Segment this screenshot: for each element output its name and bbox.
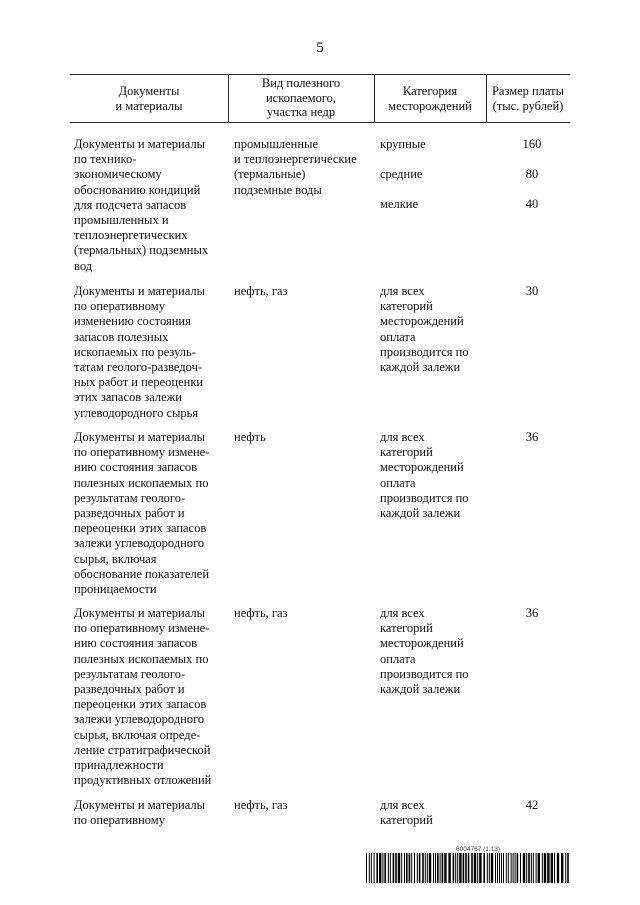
row-documents: Документы и материалы по технико- экономическому обоснованию кондиций для подсчета запасов промышленных и теплоэнергетических (термальных) подземных вод (74, 137, 209, 273)
row-documents: Документы и материалы по оперативному измене- нию состояния запасов полезных ископаемых по результатам геолого- разведочных работ и переоценки этих запасов залежи углеводородного сырья, включая опреде- ление стратиграфической принадлежности продуктивных отложений (74, 606, 212, 788)
barcode-icon (366, 853, 570, 883)
row-mineral: нефть, газ (234, 798, 288, 812)
row-documents: Документы и материалы по оперативному изменению состояния запасов полезных ископаемых по резуль- татам геолого-разведоч- ных работ и переоценки этих запасов залежи углеводородного сырья (74, 284, 205, 420)
row-fee: 30 (525, 284, 539, 298)
row-category: для всех категорий месторождений оплата производится по каждой залежи (380, 284, 469, 375)
table-header-bottom-rule (70, 122, 570, 123)
header-category: Категория месторождений (388, 84, 472, 113)
page-number: 5 (316, 40, 324, 56)
row-fee: 36 (525, 606, 539, 620)
row-mineral: промышленные и теплоэнергетические (термальные) подземные воды (234, 137, 357, 197)
row-fee-large: 160 (522, 137, 542, 151)
header-mineral: Вид полезного ископаемого, участка недр (261, 76, 341, 119)
row-fee: 36 (525, 430, 539, 444)
table-header-top-rule (70, 74, 570, 75)
row-fee: 42 (525, 798, 539, 812)
row-category: для всех категорий (380, 798, 433, 828)
row-documents: Документы и материалы по оперативному измене- нию состояния запасов полезных ископаемых по результатам геолого- разведочных работ и переоценки этих запасов залежи углеводородного сырья, включая обоснование показателей проницаемости (74, 430, 210, 597)
row-mineral: нефть, газ (234, 284, 288, 298)
row-mineral: нефть (234, 430, 266, 444)
row-category-large: крупные (380, 137, 426, 151)
row-fee-small: 40 (525, 197, 539, 211)
row-category-small: мелкие (380, 197, 419, 211)
row-documents: Документы и материалы по оперативному (74, 798, 205, 828)
row-category: для всех категорий месторождений оплата производится по каждой залежи (380, 606, 469, 697)
footer-code: 6004767 (1.13) (456, 846, 501, 853)
row-category: для всех категорий месторождений оплата производится по каждой залежи (380, 430, 469, 521)
header-documents: Документы и материалы (115, 84, 183, 113)
header-fee: Размер платы (тыс. рублей) (491, 84, 565, 113)
row-fee-medium: 80 (525, 167, 539, 181)
row-category-medium: средние (380, 167, 423, 181)
row-mineral: нефть, газ (234, 606, 288, 620)
